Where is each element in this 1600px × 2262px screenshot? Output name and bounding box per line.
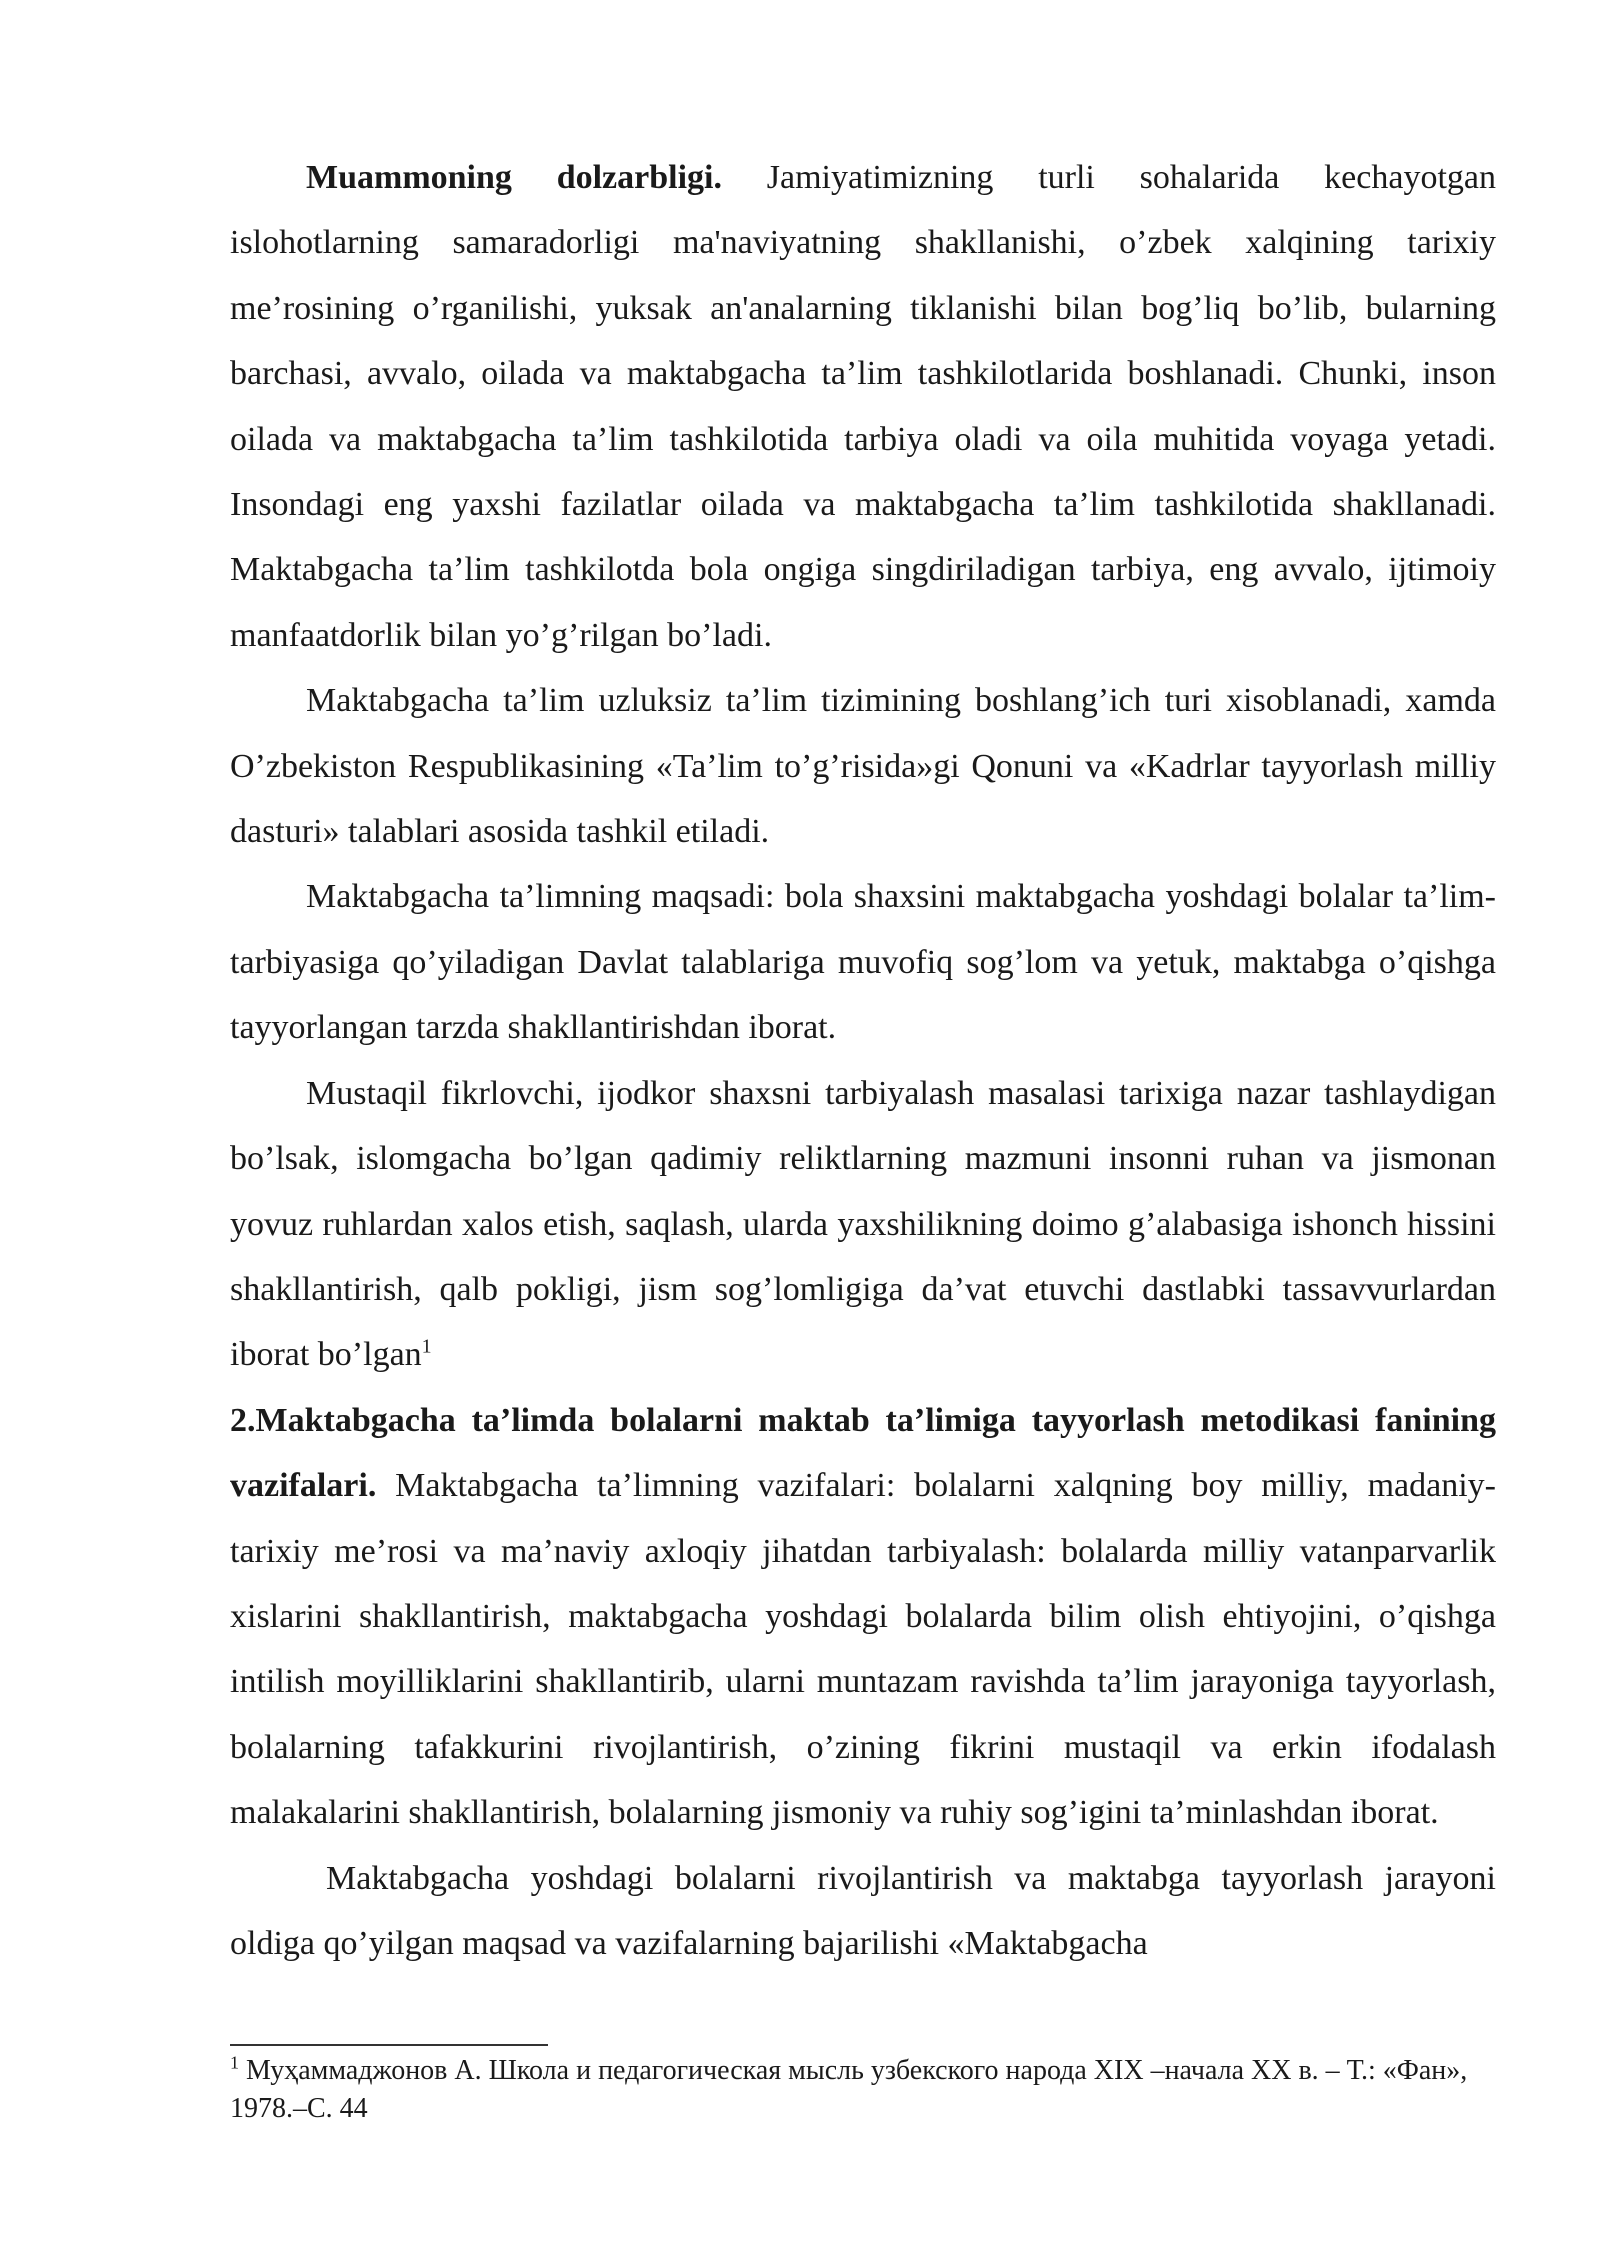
paragraph-text: Maktabgacha ta’lim uzluksiz ta’lim tizimining boshlang’ich turi xisoblanadi, xamda O’zbekiston Respublikasining «Ta’lim to’g’risida»gi Qonuni va «Kadrlar tayyorlash milliy dasturi» talablari asosida tashkil etiladi. (230, 682, 1496, 851)
footnote-separator (230, 2044, 548, 2046)
document-body (230, 145, 1496, 1976)
section-heading-relevance: Muammoning dolzarbligi. (306, 159, 722, 196)
paragraph-text: Mustaqil fikrlovchi, ijodkor shaxsni tarbiyalash masalasi tarixiga nazar tashlaydigan bo’lsak, islomgacha bo’lgan qadimiy reliktlarning mazmuni insonni ruhan va jismonan yovuz ruhlardan xalos etish, saqlash, ularda yaxshilikning doimo g’alabasiga ishonch hissini shakllantirish, qalb pokligi, jism sog’lomligiga da’vat etuvchi dastlabki tassavvurlardan iborat bo’lgan (230, 1074, 1496, 1374)
paragraph-relevance (230, 145, 1496, 668)
paragraph-preschool-goal (230, 864, 1496, 1060)
footnote-reference[interactable]: 1 (421, 1335, 432, 1358)
footnote-text: Муҳаммаджонов А. Школа и педагогическая мысль узбекского народа XIX –начала XX в. – Т.: «Фан», 1978.–С. 44 (230, 2055, 1468, 2124)
paragraph-text: Maktabgacha ta’limning maqsadi: bola shaxsini maktabgacha yoshdagi bolalar ta’lim-tarbiyasiga qo’yiladigan Davlat talablariga muvofiq sog’lom va yetuk, maktabga o’qishga tayyorlangan tarzda shakllantirishdan iborat. (230, 878, 1496, 1047)
paragraph-history (230, 1061, 1496, 1388)
paragraph-preschool-system (230, 668, 1496, 864)
section-heading-tasks: 2.Maktabgacha ta’limda bolalarni maktab ta’limiga tayyorlash metodikasi fanining vazifalari. (230, 1401, 1496, 1505)
footnote-number: 1 (230, 2052, 239, 2073)
paragraph-continuation (230, 1846, 1496, 1977)
paragraph-text: Maktabgacha ta’limning vazifalari: bolalarni xalqning boy milliy, madaniy-tarixiy me’rosi va ma’naviy axloqiy jihatdan tarbiyalash: bolalarda milliy vatanparvarlik xislarini shakllantirish, maktabgacha yoshdagi bolalarda bilim olish ehtiyojini, o’qishga intilish moyilliklarini shakllantirib, ularni muntazam ravishda ta’lim jarayoniga tayyorlash, bolalarning tafakkurini rivojlantirish, o’zining fikrini mustaqil va erkin ifodalash malakalarini shakllantirish, bolalarning jismoniy va ruhiy sog’igini ta’minlashdan iborat. (230, 1467, 1496, 1832)
paragraph-text: Maktabgacha yoshdagi bolalarni rivojlantirish va maktabga tayyorlash jarayoni oldiga qo’yilgan maqsad va vazifalarning bajarilishi «Maktabgacha (230, 1859, 1496, 1962)
footnote (230, 2052, 1496, 2128)
paragraph-tasks (230, 1388, 1496, 1846)
paragraph-text: Jamiyatimizning turli sohalarida kechayotgan islohotlarning samaradorligi ma'naviyatning shakllanishi, o’zbek xalqining tarixiy me’rosining o’rganilishi, yuksak an'analarning tiklanishi bilan bog’liq bo’lib, bularning barchasi, avvalo, oilada va maktabgacha ta’lim tashkilotlarida boshlanadi. Chunki, inson oilada va maktabgacha ta’lim tashkilotida tarbiya oladi va oila muhitida voyaga yetadi. Insondagi eng yaxshi fazilatlar oilada va maktabgacha ta’lim tashkilotida shakllanadi. Maktabgacha ta’lim tashkilotda bola ongiga singdiriladigan tarbiya, eng avvalo, ijtimoiy manfaatdorlik bilan yo’g’rilgan bo’ladi. (230, 159, 1496, 654)
